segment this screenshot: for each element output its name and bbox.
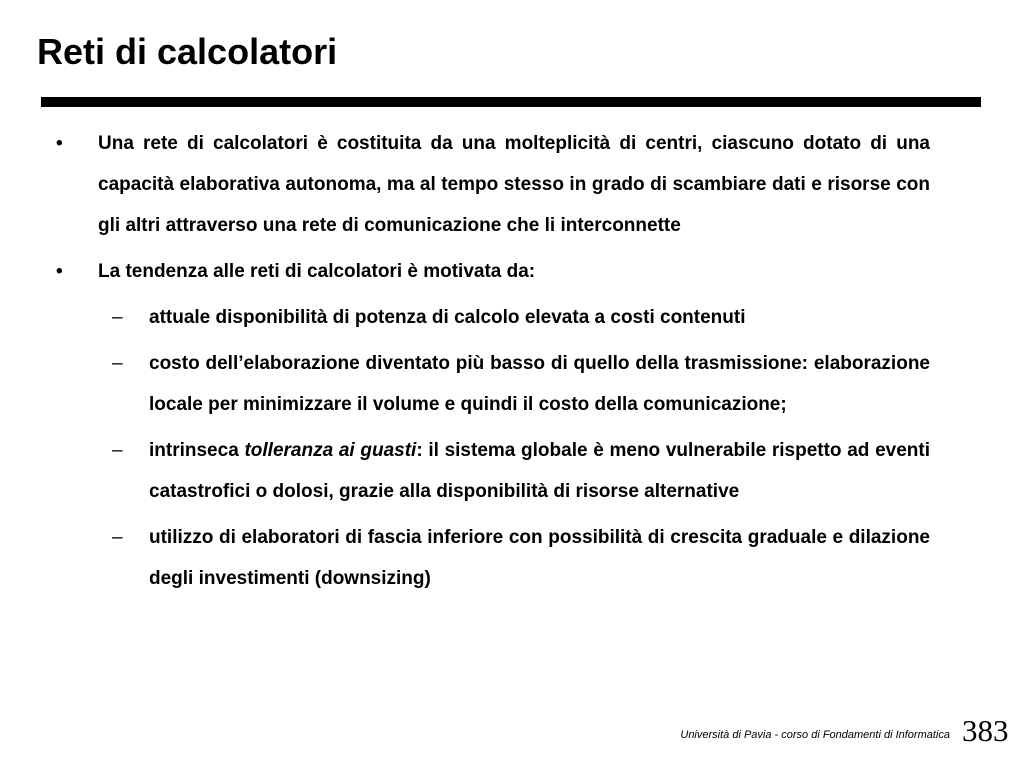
- slide-title: Reti di calcolatori: [37, 31, 338, 72]
- sub-bullet-item: [56, 343, 930, 425]
- slide-content: [56, 123, 930, 604]
- bullet-text: La tendenza alle reti di calcolatori è motivata da:: [98, 261, 536, 282]
- sub-bullet-marker: –: [112, 307, 123, 328]
- sub-bullet-item: [56, 430, 930, 512]
- bullet-marker: •: [56, 133, 63, 154]
- sub-bullet-marker: –: [112, 353, 123, 374]
- sub-bullet-item: [56, 517, 930, 599]
- sub-bullet-text: utilizzo di elaboratori di fascia inferiore con possibilità di crescita graduale e dilazione degli investimenti (downsizing): [149, 527, 930, 589]
- sub-bullet-text: attuale disponibilità di potenza di calcolo elevata a costi contenuti: [149, 307, 746, 328]
- sub-bullet-marker: –: [112, 440, 123, 461]
- bullet-marker: •: [56, 261, 63, 282]
- bullet-text: Una rete di calcolatori è costituita da una molteplicità di centri, ciascuno dotato di una capacità elaborativa autonoma, ma al tempo stesso in grado di scambiare dati e risorse con gli altri attraverso una rete di comunicazione che li interconnette: [98, 133, 930, 236]
- title-divider: [41, 97, 981, 107]
- bullet-item: [56, 123, 930, 246]
- sub-bullet-text-end: : il sistema globale è meno vulnerabile rispetto ad eventi catastrofici o dolosi, grazie alla disponibilità di risorse alternative: [149, 440, 930, 502]
- emphasized-term: tolleranza ai guasti: [244, 440, 417, 461]
- bullet-item: [56, 251, 930, 292]
- sub-bullet-text: costo dell’elaborazione diventato più basso di quello della trasmissione: elaborazione locale per minimizzare il volume e quindi il costo della comunicazione;: [149, 353, 930, 415]
- sub-bullet-marker: –: [112, 527, 123, 548]
- sub-bullet-text-start: intrinseca: [149, 440, 245, 461]
- page-number: 383: [962, 713, 1009, 748]
- sub-bullet-item: [56, 297, 930, 338]
- footer-text: Università di Pavia - corso di Fondamenti di Informatica: [680, 729, 950, 741]
